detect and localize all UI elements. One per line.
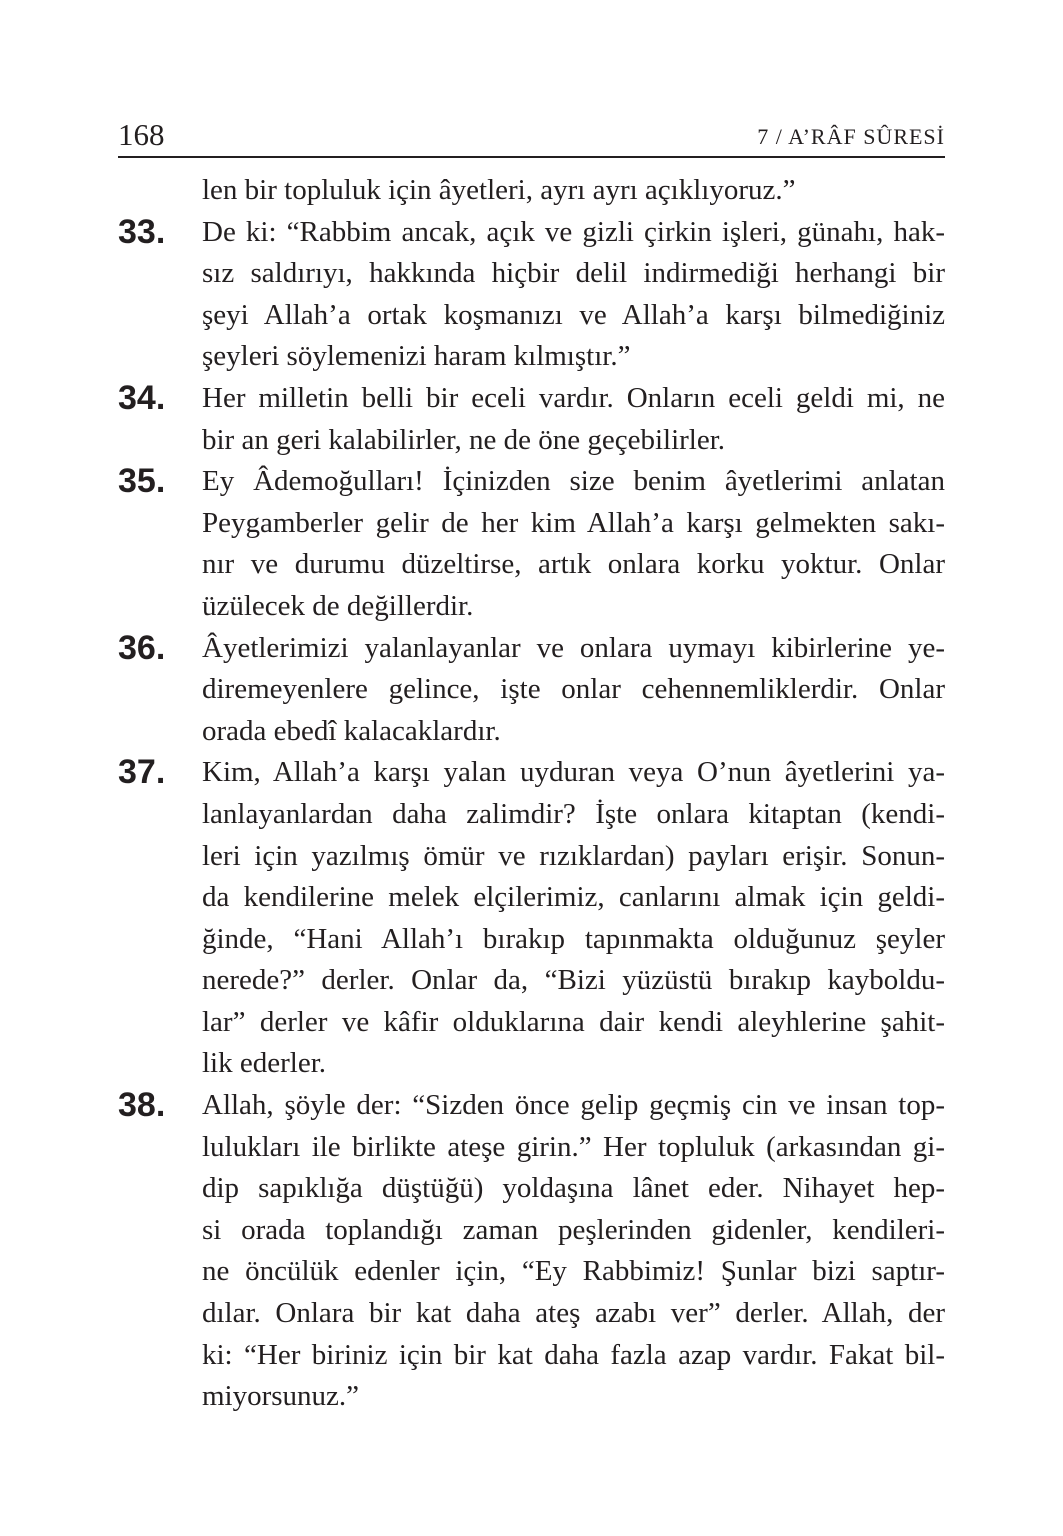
verse-block [118, 461, 945, 627]
verse-line [118, 877, 945, 919]
page-number: 168 [118, 117, 165, 152]
verse-line [118, 1335, 945, 1377]
verse-text: dılar. Onlara bir kat daha ateş azabı ver” derler. Allah, der [202, 1297, 945, 1330]
verse-text: nır ve durumu düzeltirse, artık onlara korku yoktur. Onlar [202, 548, 945, 581]
verse-number: 33. [118, 212, 166, 251]
verse-line [118, 1043, 945, 1085]
verse-text: leri için yazılmış ömür ve rızıklardan) payları erişir. Sonun- [202, 839, 945, 872]
verse-block [118, 170, 945, 212]
verse-line [118, 1085, 945, 1127]
verse-line [118, 1210, 945, 1252]
verse-block [118, 752, 945, 1085]
verse-line [118, 960, 945, 1002]
verse-text: Allah, şöyle der: “Sizden önce gelip geçmiş cin ve insan top- [202, 1089, 945, 1122]
verse-text: da kendilerine melek elçilerimiz, canlarını almak için geldi- [202, 881, 945, 914]
verse-line [118, 378, 945, 420]
verse-text: Âyetlerimizi yalanlayanlar ve onlara uymayı kibirlerine ye- [202, 631, 945, 664]
verse-block [118, 1085, 945, 1418]
verse-text: lanlayanlardan daha zalimdir? İşte onlara kitaptan (kendi- [202, 797, 945, 830]
verse-line [118, 212, 945, 254]
verse-line [118, 628, 945, 670]
verse-line [118, 586, 945, 628]
verse-line [118, 1376, 945, 1418]
verse-line [118, 669, 945, 711]
verse-text: len bir topluluk için âyetleri, ayrı ayrı açıklıyoruz.” [202, 174, 796, 206]
verse-text: nerede?” derler. Onlar da, “Bizi yüzüstü bırakıp kayboldu- [202, 964, 945, 997]
verse-line [118, 836, 945, 878]
verse-line [118, 1251, 945, 1293]
verse-line [118, 420, 945, 462]
verse-line [118, 544, 945, 586]
running-title: 7 / A’RÂF SÛRESİ [757, 124, 945, 149]
verse-block [118, 628, 945, 753]
verse-text: De ki: “Rabbim ancak, açık ve gizli çirkin işleri, günahı, hak- [202, 215, 945, 248]
verse-text: diremeyenlere gelince, işte onlar cehennemliklerdir. Onlar [202, 673, 945, 706]
verse-block [118, 212, 945, 378]
verse-text: dip sapıklığa düştüğü) yoldaşına lânet eder. Nihayet hep- [202, 1172, 945, 1205]
verse-line [118, 170, 945, 212]
verse-text: Kim, Allah’a karşı yalan uyduran veya O’nun âyetlerini ya- [202, 756, 945, 789]
verse-text: sız saldırıyı, hakkında hiçbir delil indirmediği herhangi bir [202, 257, 945, 290]
verse-line [118, 1002, 945, 1044]
verse-number: 37. [118, 753, 166, 792]
verse-line [118, 752, 945, 794]
verse-text: orada ebedî kalacaklardır. [202, 714, 501, 747]
verse-line [118, 253, 945, 295]
verse-text: ki: “Her biriniz için bir kat daha fazla azap vardır. Fakat bil- [202, 1338, 945, 1371]
verse-text: üzülecek de değillerdir. [202, 589, 474, 622]
verse-text: Her milletin belli bir eceli vardır. Onların eceli geldi mi, ne [202, 381, 945, 414]
verse-text: lik ederler. [202, 1047, 327, 1080]
verse-line [118, 711, 945, 753]
verse-line [118, 336, 945, 378]
verse-line [118, 1168, 945, 1210]
verse-line [118, 794, 945, 836]
verse-block [118, 378, 945, 461]
verse-list [118, 170, 945, 1418]
verse-line [118, 1293, 945, 1335]
verse-text: şeyi Allah’a ortak koşmanızı ve Allah’a karşı bilmediğiniz [202, 298, 945, 331]
verse-line [118, 919, 945, 961]
verse-text: lulukları ile birlikte ateşe girin.” Her topluluk (arkasından gi- [202, 1130, 945, 1163]
verse-line [118, 503, 945, 545]
page-header [118, 114, 945, 158]
verse-text: ğinde, “Hani Allah’ı bırakıp tapınmakta olduğunuz şeyler [202, 922, 945, 955]
verse-text: si orada toplandığı zaman peşlerinden gidenler, kendileri- [202, 1213, 945, 1246]
verse-line [118, 295, 945, 337]
verse-text: lar” derler ve kâfir olduklarına dair kendi aleyhlerine şahit- [202, 1005, 945, 1038]
verse-text: ne öncülük edenler için, “Ey Rabbimiz! Şunlar bizi saptır- [202, 1255, 945, 1288]
verse-text: bir an geri kalabilirler, ne de öne geçebilirler. [202, 423, 726, 456]
verse-text: miyorsunuz.” [202, 1380, 360, 1413]
verse-line [118, 1127, 945, 1169]
verse-text: Ey Âdemoğulları! İçinizden size benim âyetlerimi anlatan [202, 465, 945, 498]
verse-text: şeyleri söylemenizi haram kılmıştır.” [202, 340, 631, 373]
verse-text: Peygamberler gelir de her kim Allah’a karşı gelmekten sakı- [202, 506, 945, 539]
verse-number: 38. [118, 1086, 166, 1125]
verse-number: 36. [118, 628, 166, 667]
verse-line [118, 461, 945, 503]
verse-number: 35. [118, 462, 166, 501]
verse-number: 34. [118, 378, 166, 417]
